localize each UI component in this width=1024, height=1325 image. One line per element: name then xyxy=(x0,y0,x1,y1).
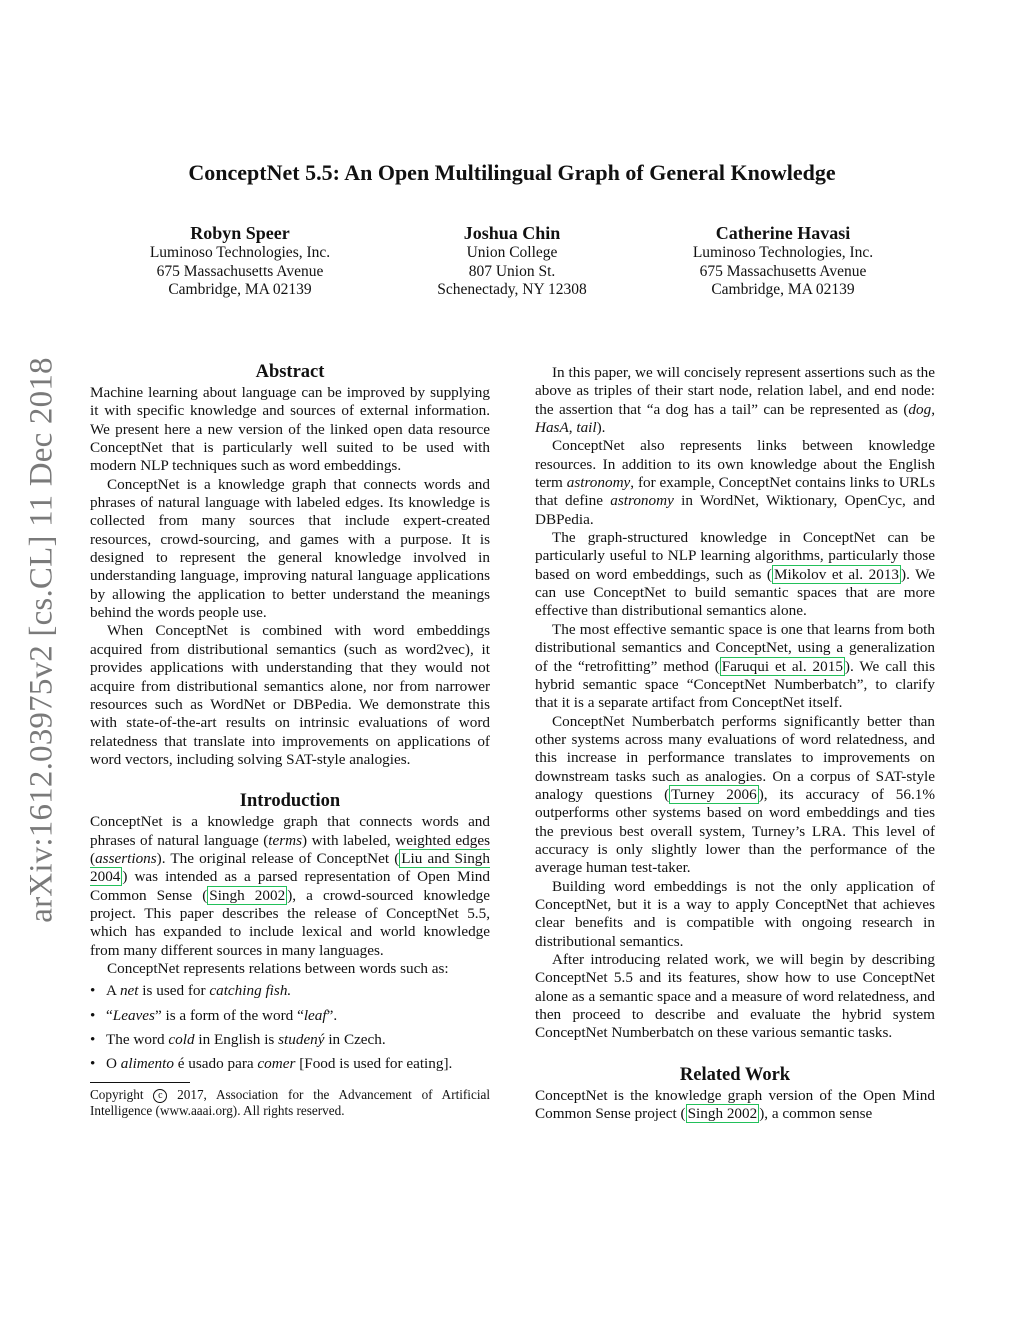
author-block xyxy=(110,222,370,300)
author-city: Cambridge, MA 02139 xyxy=(168,281,312,298)
left-column xyxy=(90,360,490,1120)
citation-link[interactable]: Singh 2002 xyxy=(687,1105,758,1123)
author-street: 675 Massachusetts Avenue xyxy=(699,262,867,280)
right-column xyxy=(535,364,935,1123)
citation-link[interactable]: Faruqui et al. 2015 xyxy=(721,657,843,675)
author-name: Robyn Speer xyxy=(190,223,290,243)
citation-link[interactable]: Turney 2006 xyxy=(671,785,757,803)
body-paragraph: The most effective semantic space is one that learns from both distributional semantics and ConceptNet, using a generalization of the “retrofitting” method ( Faruqui et al. 2015 ). We call this hybrid semantic space “ConceptNet Numberbatch”, to clarify that it is a separate artifact from ConceptNet itself. xyxy=(535,620,935,712)
citation-link[interactable]: Liu and Singh 2004 xyxy=(90,849,490,886)
abstract-paragraph: When ConceptNet is combined with word embeddings acquired from distributional semantics (such as word2vec), it provides applications with understanding that they would not acquire from distributional semantics alone, nor from narrower resources such as WordNet or DBPedia. We demonstrate this with state-of-the-art results on intrinsic evaluations of word relatedness that translate into improvements on applications of word vectors, including solving SAT-style analogies. xyxy=(90,622,490,768)
body-paragraph: The graph-structured knowledge in ConceptNet can be particularly useful to NLP learning algorithms, particularly those based on word embeddings, such as ( Mikolov et al. 2013 ). We can use ConceptNet to build semantic spaces that are more effective than distributional semantics alone. xyxy=(535,529,935,620)
body-paragraph: After introducing related work, we will begin by describing ConceptNet 5.5 and its features, show how to use ConceptNet alone as a semantic space and a measure of word relatedness, and then proceed to describe and evaluate the hybrid system ConceptNet Numberbatch on these various semantic tasks. xyxy=(535,951,935,1042)
paper-title: ConceptNet 5.5: An Open Multilingual Graph of General Knowledge xyxy=(188,160,836,185)
list-item: • “Leaves” is a form of the word “leaf”. xyxy=(90,1007,490,1025)
abstract-paragraph: Machine learning about language can be improved by supplying it with specific knowledge and sources of external information. We present here a new version of the linked open data resource ConceptNet that is particularly well suited to be used with modern NLP techniques such as word embeddings. xyxy=(90,384,490,475)
author-street: 675 Massachusetts Avenue xyxy=(156,262,324,280)
intro-paragraph: ConceptNet is a knowledge graph that connects words and phrases of natural language (terms) with labeled, weighted edges (assertions). The original release of ConceptNet ( Liu and Singh 2004 ) was intended as a parsed representation of Open Mind Common Sense ( Singh 2002 ), a crowd-sourced knowledge project. This paper describes the release of ConceptNet 5.5, which has expanded to include lexical and world knowledge from many different sources in many languages. xyxy=(90,813,490,959)
citation-link[interactable]: Mikolov et al. 2013 xyxy=(773,565,900,583)
author-city: Cambridge, MA 02139 xyxy=(711,281,855,298)
copyright-footnote: Copyright c 2017, Association for the Advancement of Artificial Intelligence (www.aaai.org). All rights reserved. xyxy=(90,1086,490,1119)
intro-paragraph: ConceptNet represents relations between words such as: xyxy=(107,959,449,977)
body-paragraph: ConceptNet is the knowledge graph version of the Open Mind Common Sense project ( Singh 2002 ), a common sense xyxy=(535,1086,935,1123)
introduction-heading: Introduction xyxy=(239,791,341,812)
author-affiliation: Union College xyxy=(466,244,558,261)
body-paragraph: In this paper, we will concisely represent assertions such as the above as triples of their start node, relation label, and end node: the assertion that “a dog has a tail” can be represented as (dog, HasA, tail). xyxy=(535,364,935,437)
list-item: • O alimento é usado para comer [Food is used for eating]. xyxy=(90,1055,490,1073)
arxiv-identifier: arXiv:1612.03975v2 [cs.CL] 11 Dec 2018 xyxy=(23,357,60,923)
related-work-heading: Related Work xyxy=(679,1064,791,1085)
citation-link[interactable]: Singh 2002 xyxy=(209,886,286,904)
list-item: • A net is used for catching fish. xyxy=(90,982,490,1000)
body-paragraph: ConceptNet Numberbatch performs significantly better than other systems across many evaluations of word relatedness, and this increase in performance translates to improvements on downstream tasks such as analogies. On a corpus of SAT-style analogy questions ( Turney 2006 ), its accuracy of 56.1% outperforms other systems based on word embeddings and ties the previous best overall system, Turney’s LRA. This level of accuracy is only slightly lower than the performance of the average human test-taker. xyxy=(535,712,935,877)
author-name: Catherine Havasi xyxy=(715,223,851,243)
footnote-rule xyxy=(90,1082,190,1083)
example-list xyxy=(90,982,490,1073)
copyright-icon: c xyxy=(153,1089,167,1103)
body-paragraph: ConceptNet also represents links between knowledge resources. In addition to its own knowledge about the English term astronomy, for example, ConceptNet contains links to URLs that define astronomy in WordNet, Wiktionary, OpenCyc, and DBPedia. xyxy=(535,437,935,528)
author-block xyxy=(382,222,642,300)
author-affiliation: Luminoso Technologies, Inc. xyxy=(692,244,874,261)
author-affiliation: Luminoso Technologies, Inc. xyxy=(149,244,331,261)
abstract-paragraph: ConceptNet is a knowledge graph that connects words and phrases of natural language with labeled edges. Its knowledge is collected from many sources that include expert-created resources, crowd-sourcing, and games with a purpose. It is designed to represent the general knowledge involved in understanding language, improving natural language applications by allowing the application to better understand the meanings behind the words people use. xyxy=(90,475,490,622)
author-name: Joshua Chin xyxy=(463,223,561,243)
body-paragraph: Building word embeddings is not the only application of ConceptNet, but it is a way to apply ConceptNet that achieves clear benefits and is compatible with ongoing research in distributional semantics. xyxy=(535,877,935,950)
author-street: 807 Union St. xyxy=(468,262,556,280)
list-item: • The word cold in English is studený in Czech. xyxy=(90,1031,490,1049)
author-block xyxy=(653,222,913,300)
abstract-heading: Abstract xyxy=(255,362,325,382)
author-city: Schenectady, NY 12308 xyxy=(437,281,587,298)
